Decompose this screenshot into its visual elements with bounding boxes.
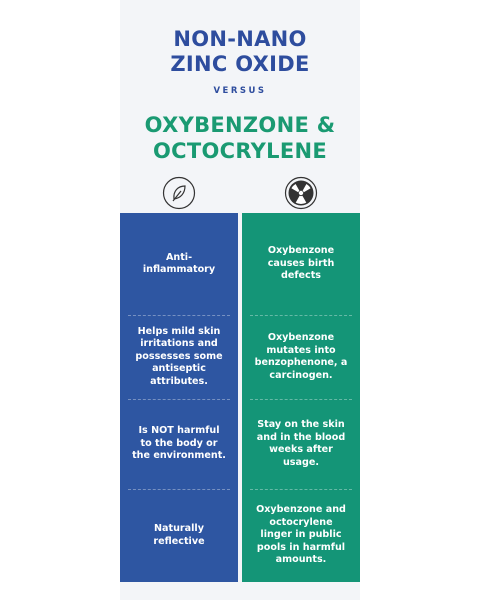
oxy-cell-4: Oxybenzone and octocrylene linger in public pools in harmful amounts. xyxy=(256,504,346,566)
oxy-cell-2: Oxybenzone mutates into benzophenone, a carcinogen. xyxy=(254,332,348,381)
oxybenzone-column xyxy=(242,213,360,582)
zinc-oxide-column xyxy=(120,213,238,582)
radiation-hazard-icon xyxy=(284,176,318,210)
infographic-card xyxy=(120,0,360,600)
title2-line-1: OXYBENZONE & xyxy=(144,113,336,137)
versus-label: VERSUS xyxy=(213,86,267,96)
zinc-cell-2: Helps mild skin irritations and possesses some antiseptic attributes. xyxy=(135,325,223,387)
zinc-cell-3: Is NOT harmful to the body or the environment. xyxy=(132,425,226,462)
oxy-cell-1: Oxybenzone causes birth defects xyxy=(267,245,335,282)
title2-line-2: OCTOCRYLENE xyxy=(152,139,328,163)
title-zinc-oxide xyxy=(120,27,360,77)
zinc-cell-4: Naturally reflective xyxy=(153,523,205,547)
oxy-cell-3: Stay on the skin and in the blood weeks after usage. xyxy=(256,419,346,468)
title-line-1: NON-NANO xyxy=(173,27,307,51)
leaf-icon xyxy=(162,176,196,210)
zinc-cell-1: Anti-inflammatory xyxy=(142,251,216,275)
comparison-grid xyxy=(120,213,360,582)
title-oxybenzone-octocrylene xyxy=(120,112,360,164)
title-line-2: ZINC OXIDE xyxy=(170,52,310,76)
